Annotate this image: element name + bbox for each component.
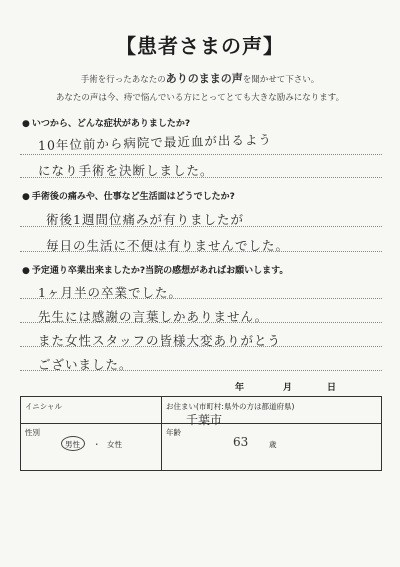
answer-3-line-3: また女性スタッフの皆様大変ありがとう [38, 333, 282, 348]
intro-post: を聞かせて下さい。 [242, 75, 320, 85]
bullet-icon: ● [22, 192, 30, 202]
writing-line [20, 250, 382, 252]
intro-pre: 手術を行ったあなたの [80, 75, 166, 85]
answer-3-line-1: 1ヶ月半の卒業でした。 [38, 285, 182, 300]
intro-bold: ありのままの声 [165, 72, 243, 85]
answer-1-line-1: 10年位前から病院で最近血が出るよう [37, 131, 273, 153]
writing-line [20, 345, 382, 347]
answer-1-line-2: になり手術を決断しました。 [38, 163, 214, 178]
question-2-text: 手術後の痛みや、仕事など生活面はどうでしたか? [31, 192, 235, 202]
bullet-icon: ● [22, 119, 30, 129]
address-value: 千葉市 [186, 413, 223, 427]
writing-line [20, 153, 382, 155]
writing-line [20, 297, 382, 299]
initial-label: イニシャル [25, 402, 63, 411]
question-3-text: 予定通り卒業出来ましたか?当院の感想があればお願いします。 [31, 266, 289, 276]
date-row [0, 380, 400, 394]
day-label: 日 [327, 383, 337, 393]
month-label: 月 [283, 383, 293, 393]
question-3 [22, 263, 288, 276]
gender-label: 性別 [25, 428, 40, 437]
question-2 [22, 189, 235, 202]
age-unit: 歳 [269, 440, 277, 449]
intro-line-2: あなたの声は今、痔で悩んでいる方にとってとても大きな励みになります。 [55, 93, 345, 103]
writing-line [20, 176, 382, 178]
bullet-icon: ● [22, 266, 30, 276]
gender-female: 女性 [107, 440, 122, 449]
age-value: 63 [233, 435, 249, 449]
gender-separator: ・ [93, 440, 101, 449]
answer-2-line-1: 術後1週間位痛みが有りましたが [46, 212, 244, 227]
age-label: 年齢 [166, 428, 181, 437]
answer-3-line-2: 先生には感謝の言葉しかありません。 [38, 309, 269, 324]
table-divider [161, 397, 162, 470]
page-title: 【患者さまの声】 [116, 34, 284, 58]
year-label: 年 [235, 383, 245, 393]
writing-line [20, 321, 382, 323]
question-1-text: いつから、どんな症状がありましたか? [31, 119, 191, 129]
selected-circle-icon [61, 436, 85, 451]
address-label: お住まい(市町村:県外の方は都道府県) [166, 402, 295, 411]
answer-2-line-2: 毎日の生活に不便は有りませんでした。 [46, 238, 290, 253]
writing-line [20, 369, 382, 371]
intro-line-1 [0, 70, 400, 86]
gender-male: 男性 [65, 440, 80, 449]
writing-line [20, 225, 382, 227]
question-1 [22, 116, 190, 129]
answer-3-line-4: ございました。 [38, 357, 133, 372]
respondent-info-table [20, 396, 382, 471]
